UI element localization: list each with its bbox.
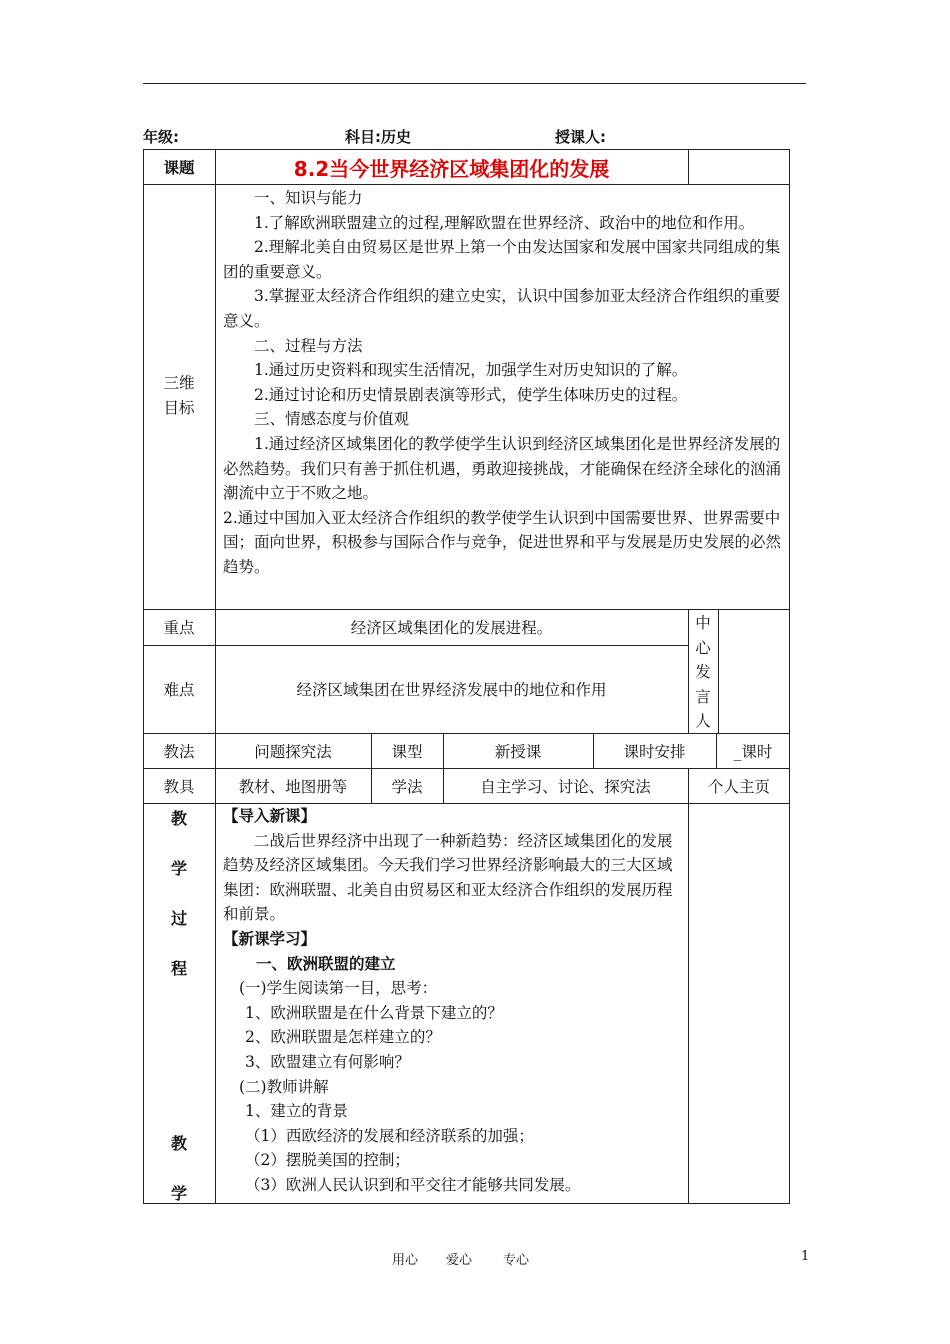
speaker-char: 发 <box>695 663 711 682</box>
key-label: 重点 <box>163 619 195 637</box>
lesson-plan-table <box>143 149 790 1204</box>
personal-label: 个人主页 <box>707 777 770 796</box>
table-border-right <box>789 149 790 1204</box>
speaker-char: 中 <box>695 614 711 632</box>
question-item: 1、欧洲联盟是在什么背景下建立的？ <box>245 1003 503 1022</box>
process-label <box>143 806 215 981</box>
process-char: 过 <box>170 909 187 928</box>
method-value: 问题探究法 <box>254 742 332 761</box>
tools-label: 教具 <box>163 777 195 796</box>
goal-line: 1.通过经济区域集团化的教学使学生认识到经济区域集团化是世界经济发展的必然趋势。我们只有善于抓住机遇，勇敢迎接挑战，才能确保在经济全球化的汹涌潮流中立于不败之地。 <box>223 434 782 503</box>
speaker-label <box>688 611 718 734</box>
question-item: 3、欧盟建立有何影响？ <box>245 1052 410 1071</box>
intro-text: 二战后世界经济中出现了一种新趋势：经济区域集团化的发展趋势及经济区域集团。今天我们学习世界经济影响最大的三大区域集团：欧洲联盟、北美自由贸易区和亚太经济合作组织的发展历程和前景。 <box>223 831 673 924</box>
speaker-char: 心 <box>695 638 711 657</box>
method-label: 教法 <box>163 742 195 761</box>
process-char: 程 <box>170 959 187 978</box>
goal-line: 1.通过历史资料和现实生活情况，加强学生对历史知识的了解。 <box>254 361 688 380</box>
background-heading: 1、建立的背景 <box>245 1102 348 1121</box>
background-point: （3）欧洲人民认识到和平交往才能够共同发展。 <box>245 1175 581 1194</box>
sub-heading: (一)学生阅读第一目，思考： <box>239 979 438 998</box>
goal-line: 2.通过讨论和历史情景剧表演等形式，使学生体味历史的过程。 <box>254 385 688 404</box>
study-value: 自主学习、讨论、探究法 <box>480 777 651 796</box>
intro-heading: 【导入新课】 <box>223 807 317 825</box>
speaker-char: 言 <box>695 687 711 706</box>
goal-line: 1.了解欧洲联盟建立的过程,理解欧盟在世界经济、政治中的地位和作用。 <box>254 213 755 232</box>
goal-line: 2.通过中国加入亚太经济合作组织的教学使学生认识到中国需要世界、世界需要中国；面向世界，积极参与国际合作与竞争，促进世界和平与发展是历史发展的必然趋势。 <box>223 508 782 576</box>
process-label-2 <box>143 1131 215 1206</box>
footer-motto-2: 爱心 <box>446 1253 473 1268</box>
sub-heading: (二)教师讲解 <box>239 1077 329 1096</box>
table-line <box>718 609 719 734</box>
process-char: 教 <box>170 809 187 828</box>
question-item: 2、欧洲联盟是怎样建立的？ <box>245 1028 441 1047</box>
goals-label-line-2: 目标 <box>163 398 195 417</box>
page-number: 1 <box>801 1249 810 1264</box>
header-rule <box>143 83 806 84</box>
difficulty-text: 经济区域集团在世界经济发展中的地位和作用 <box>296 681 607 699</box>
process-content <box>223 804 683 1198</box>
difficulty-label: 难点 <box>163 681 195 699</box>
goal-line: 一、知识与能力 <box>254 189 363 207</box>
background-point: （2）摆脱美国的控制； <box>245 1151 410 1170</box>
new-lesson-heading: 【新课学习】 <box>223 929 317 948</box>
topic-title: 8.2当今世界经济区域集团化的发展 <box>293 156 610 181</box>
lesson-type-label: 课型 <box>391 742 423 761</box>
footer-motto-3: 专心 <box>503 1253 530 1268</box>
table-line <box>688 803 689 1204</box>
teacher-label: 授课人: <box>555 128 606 146</box>
goals-label <box>143 371 215 420</box>
goal-line: 2.理解北美自由贸易区是世界上第一个由发达国家和发展中国家共同组成的集团的重要意义。 <box>223 238 781 281</box>
key-text: 经济区域集团化的发展进程。 <box>350 619 553 637</box>
goals-content <box>223 186 783 580</box>
study-label: 学法 <box>391 777 423 796</box>
table-line <box>688 149 689 185</box>
schedule-value: _课时 <box>733 742 773 761</box>
subject-label: 科目:历史 <box>345 128 411 146</box>
section-heading: 一、欧洲联盟的建立 <box>256 954 396 973</box>
topic-label: 课题 <box>163 159 195 177</box>
tools-value: 教材、地图册等 <box>238 777 348 796</box>
process-char: 教 <box>170 1134 187 1153</box>
goals-label-line-1: 三维 <box>163 374 195 392</box>
goal-line: 三、情感态度与价值观 <box>254 410 410 429</box>
lesson-type-value: 新授课 <box>494 742 542 761</box>
process-char: 学 <box>170 1184 187 1203</box>
goal-line: 3.掌握亚太经济合作组织的建立史实，认识中国参加亚太经济合作组织的重要意义。 <box>223 287 781 330</box>
schedule-label: 课时安排 <box>623 742 686 761</box>
grade-label: 年级: <box>143 128 179 146</box>
process-char: 学 <box>170 859 187 878</box>
goal-line: 二、过程与方法 <box>254 336 363 355</box>
table-border-bottom <box>143 1203 790 1204</box>
footer-motto-1: 用心 <box>392 1253 419 1268</box>
background-point: （1）西欧经济的发展和经济联系的加强； <box>245 1126 534 1145</box>
speaker-char: 人 <box>695 712 711 731</box>
